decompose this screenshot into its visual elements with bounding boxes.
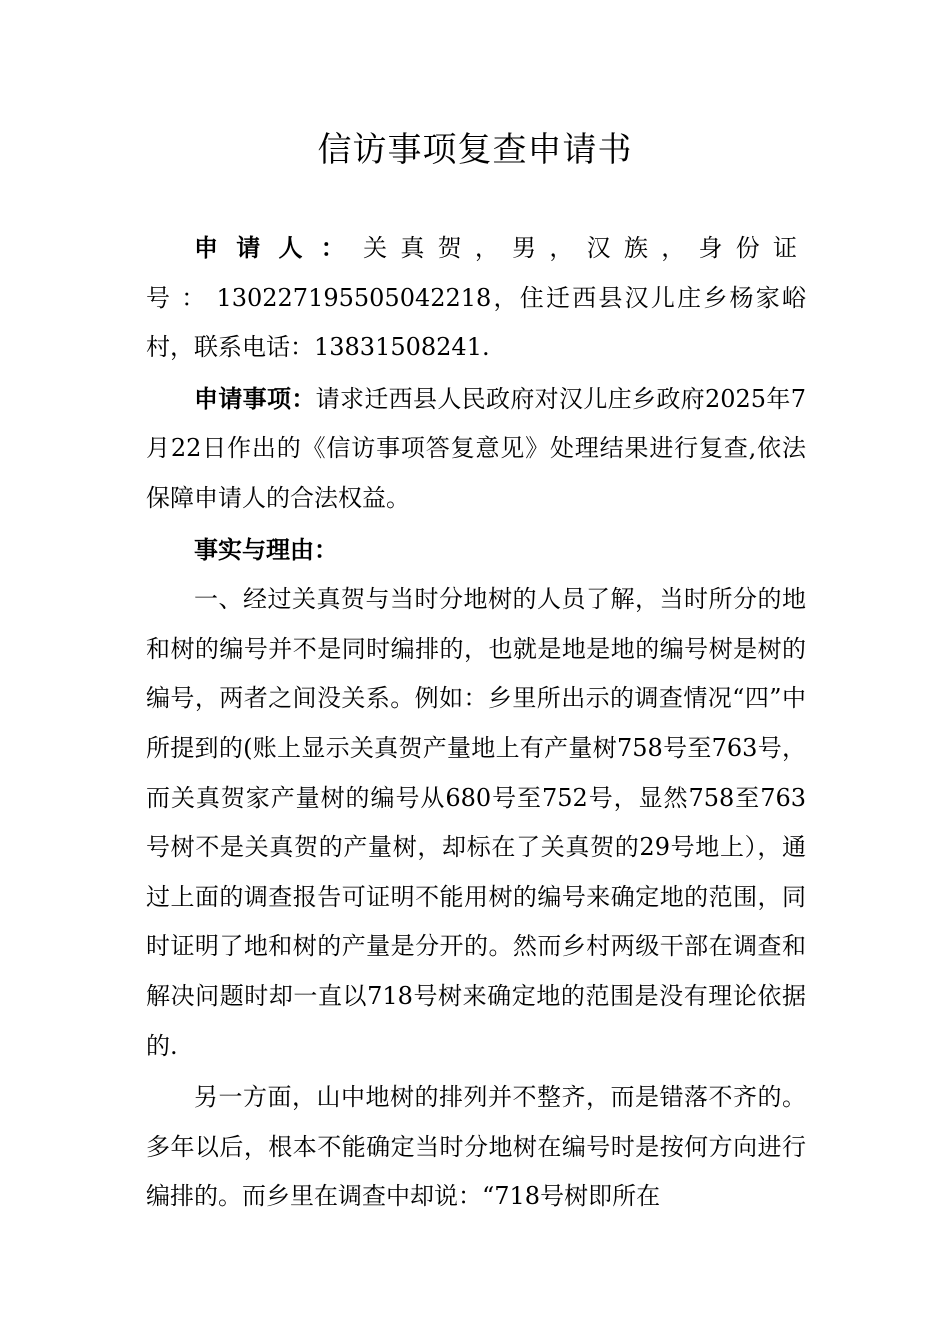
applicant-text-lead: 关真贺，男，汉族，身份证号： xyxy=(146,234,807,312)
request-label: 申请事项： xyxy=(194,384,316,413)
request-text: 请求迁西县人民政府对汉儿庄乡政府2025年7月22日作出的《信访事项答复意见》处理结果进行复查,依法保障申请人的合法权益。 xyxy=(146,384,806,512)
applicant-label: 申请人： xyxy=(194,234,364,262)
document-body xyxy=(146,224,806,1222)
facts-heading-paragraph xyxy=(146,526,806,576)
applicant-paragraph xyxy=(146,224,806,373)
applicant-text-rest: 130227195505042218，住迁西县汉儿庄乡杨家峪村，联系电话：13831508241. xyxy=(146,283,806,362)
facts-paragraph-1: 一、经过关真贺与当时分地树的人员了解，当时所分的地和树的编号并不是同时编排的，也就是地是地的编号树是树的编号，两者之间没关系。例如：乡里所出示的调查情况“四”中所提到的(账上显示关真贺产量地上有产量树758号至763号，而关真贺家产量树的编号从680号至752号，显然758至763号树不是关真贺的产量树，却标在了关真贺的29号地上），通过上面的调查报告可证明不能用树的编号来确定地的范围，同时证明了地和树的产量是分开的。然而乡村两级干部在调查和解决问题时却一直以718号树来确定地的范围是没有理论依据的. xyxy=(146,585,806,1060)
request-paragraph xyxy=(146,375,806,524)
facts-label: 事实与理由： xyxy=(194,535,338,564)
document-title: 信访事项复查申请书 xyxy=(317,130,633,170)
facts-paragraph-2: 另一方面，山中地树的排列并不整齐，而是错落不齐的。多年以后，根本不能确定当时分地树在编号时是按何方向进行编排的。而乡里在调查中却说：“718号树即所在 xyxy=(146,1083,806,1211)
